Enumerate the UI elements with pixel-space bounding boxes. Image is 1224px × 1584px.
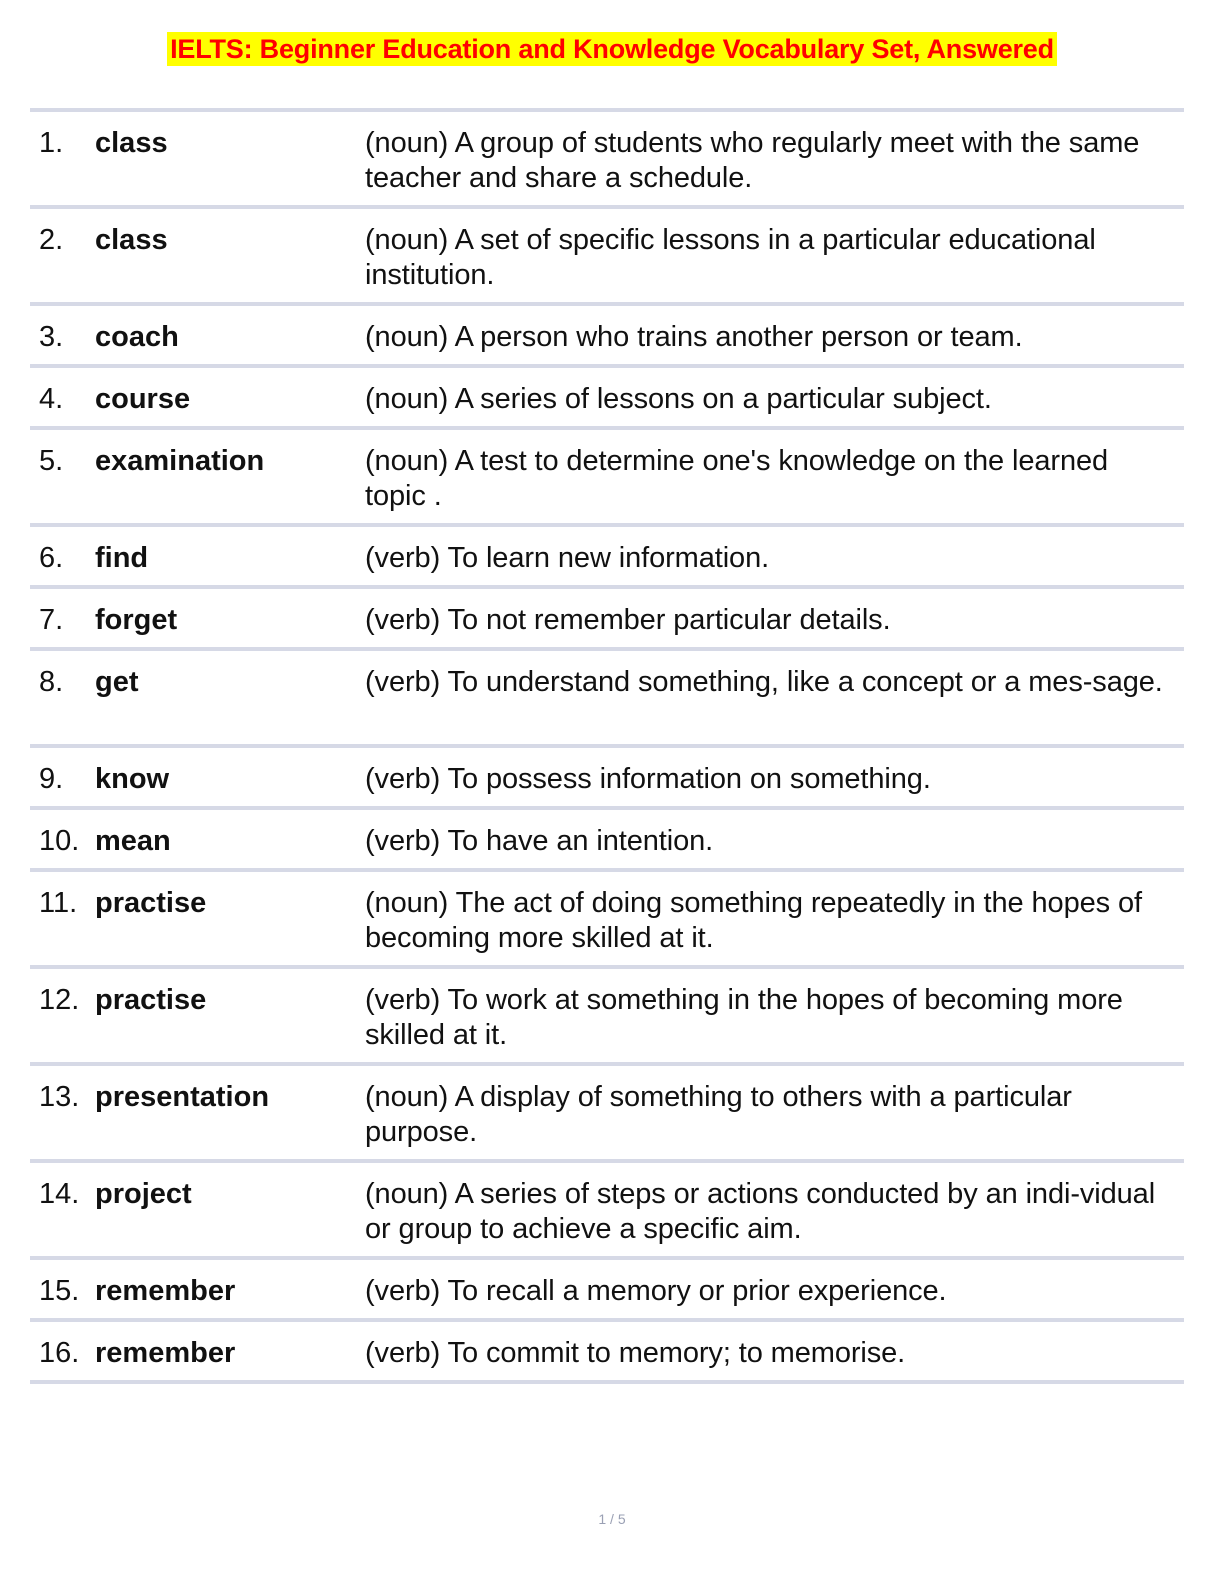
list-item [30, 589, 1184, 651]
item-term: know [95, 763, 170, 795]
item-number: 7. [39, 604, 64, 636]
list-item [30, 810, 1184, 872]
list-item [30, 1066, 1184, 1163]
title-container [0, 32, 1224, 66]
item-definition: (verb) To not remember particular details. [365, 604, 891, 636]
item-definition: (noun) A series of lessons on a particular subject. [365, 383, 992, 415]
item-number: 16. [39, 1337, 80, 1369]
item-number: 4. [39, 383, 64, 415]
item-term: get [95, 666, 139, 698]
item-number: 6. [39, 542, 64, 574]
item-number: 13. [39, 1081, 80, 1113]
item-number: 12. [39, 984, 80, 1016]
item-number: 15. [39, 1275, 80, 1307]
list-item [30, 306, 1184, 368]
item-definition: (verb) To learn new information. [365, 542, 770, 574]
vocabulary-list [30, 108, 1184, 1384]
item-definition: (noun) A group of students who regularly meet with the same teacher and share a schedule. [365, 127, 1140, 194]
item-number: 8. [39, 666, 64, 698]
item-term: remember [95, 1337, 236, 1369]
item-definition: (noun) The act of doing something repeatedly in the hopes of becoming more skilled at it. [365, 887, 1142, 954]
item-definition: (verb) To understand something, like a concept or a mes-sage. [365, 666, 1163, 698]
item-term: forget [95, 604, 178, 636]
item-definition: (verb) To have an intention. [365, 825, 714, 857]
item-definition: (noun) A display of something to others with a particular purpose. [365, 1081, 1072, 1148]
item-number: 5. [39, 445, 64, 477]
list-item [30, 430, 1184, 527]
item-term: mean [95, 825, 171, 857]
list-item [30, 209, 1184, 306]
list-item [30, 112, 1184, 209]
page-indicator: 1 / 5 [598, 1511, 626, 1527]
list-item [30, 1163, 1184, 1260]
document-title: IELTS: Beginner Education and Knowledge Vocabulary Set, Answered [167, 32, 1057, 66]
list-item [30, 969, 1184, 1066]
item-term: class [95, 127, 168, 159]
item-term: project [95, 1178, 192, 1210]
item-definition: (verb) To possess information on something. [365, 763, 931, 795]
item-definition: (verb) To recall a memory or prior experience. [365, 1275, 947, 1307]
item-term: examination [95, 445, 265, 477]
item-number: 10. [39, 825, 80, 857]
item-term: find [95, 542, 149, 574]
item-number: 3. [39, 321, 64, 353]
item-term: class [95, 224, 168, 256]
item-term: remember [95, 1275, 236, 1307]
list-item [30, 368, 1184, 430]
list-item [30, 1260, 1184, 1322]
item-term: course [95, 383, 191, 415]
item-definition: (noun) A person who trains another person or team. [365, 321, 1023, 353]
item-term: practise [95, 984, 207, 1016]
item-term: practise [95, 887, 207, 919]
item-number: 11. [39, 887, 78, 919]
list-item [30, 1322, 1184, 1384]
item-term: presentation [95, 1081, 270, 1113]
item-definition: (noun) A test to determine one's knowledge on the learned topic . [365, 445, 1109, 512]
item-definition: (verb) To work at something in the hopes of becoming more skilled at it. [365, 984, 1123, 1051]
item-number: 1. [39, 127, 64, 159]
item-definition: (noun) A set of specific lessons in a particular educational institution. [365, 224, 1096, 291]
item-number: 9. [39, 763, 64, 795]
list-item [30, 651, 1184, 748]
list-item [30, 748, 1184, 810]
list-item [30, 527, 1184, 589]
list-item [30, 872, 1184, 969]
item-number: 2. [39, 224, 64, 256]
item-term: coach [95, 321, 179, 353]
item-definition: (noun) A series of steps or actions conducted by an indi-vidual or group to achieve a specific aim. [365, 1178, 1156, 1245]
item-number: 14. [39, 1178, 80, 1210]
item-definition: (verb) To commit to memory; to memorise. [365, 1337, 906, 1369]
